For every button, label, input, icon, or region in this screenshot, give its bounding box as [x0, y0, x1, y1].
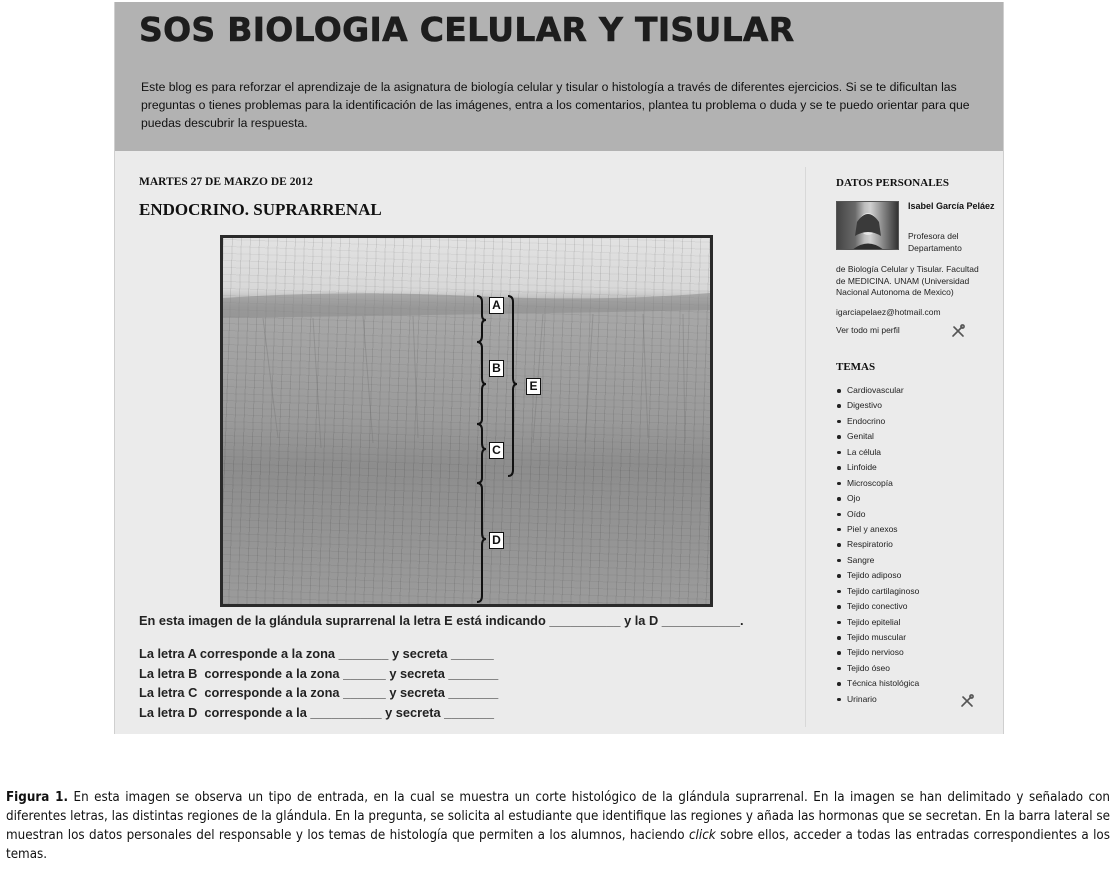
- topic-link[interactable]: Tejido adiposo: [836, 568, 919, 583]
- caption-text-end: sobre ellos, acceder a todas las entradas correspondientes a los temas.: [6, 828, 1110, 862]
- wrench-screwdriver-icon[interactable]: [951, 324, 965, 338]
- sidebar: [812, 151, 1002, 734]
- topic-link[interactable]: Tejido conectivo: [836, 599, 919, 614]
- topics-heading: TEMAS: [836, 361, 876, 373]
- topic-link[interactable]: Linfoide: [836, 460, 919, 475]
- label-b: B: [489, 360, 504, 377]
- blog-page: [114, 2, 1004, 734]
- topic-link[interactable]: Urinario: [836, 692, 919, 707]
- answer-line-d: La letra D corresponde a la __________ y secreta _______: [139, 705, 494, 720]
- topic-link[interactable]: Endocrino: [836, 414, 919, 429]
- topic-link[interactable]: Sangre: [836, 553, 919, 568]
- topic-link[interactable]: Cardiovascular: [836, 383, 919, 398]
- blog-description: Este blog es para reforzar el aprendizaje de la asignatura de biología celular y tisular o histología a través de diferentes ejercicios. Si se te dificultan las preguntas o tienes problemas para la identificación de las imágenes, entra a los comentarios, plantea tu problema o duda y se te puedo orientar para que puedas descubrir la respuesta.: [141, 80, 970, 130]
- caption-text: En esta imagen se observa un tipo de entrada, en la cual se muestra un corte histológico de la glándula suprarrenal. En la imagen se han delimitado y señalado con diferentes letras, las distintas regiones de la glándula. En la pregunta, se solicita al estudiante que identifique las regiones y añada las hormonas que se secretan. En la barra lateral se muestran los datos personales del responsable y los temas de histología que permiten a los alumnos, haciendo: [6, 790, 1110, 843]
- topic-link[interactable]: Tejido epitelial: [836, 615, 919, 630]
- topic-link[interactable]: Tejido muscular: [836, 630, 919, 645]
- figure-caption: [6, 788, 1110, 864]
- profile-name[interactable]: Isabel García Peláez: [908, 201, 995, 211]
- avatar[interactable]: [836, 201, 899, 250]
- topic-link[interactable]: Respiratorio: [836, 537, 919, 552]
- view-profile-link[interactable]: Ver todo mi perfil: [836, 325, 900, 335]
- topic-link[interactable]: Técnica histológica: [836, 676, 919, 691]
- blog-header: [115, 2, 1003, 151]
- topic-link[interactable]: Piel y anexos: [836, 522, 919, 537]
- topic-link[interactable]: Genital: [836, 429, 919, 444]
- label-c: C: [489, 442, 504, 459]
- profile-heading: DATOS PERSONALES: [836, 177, 949, 189]
- topic-link[interactable]: Digestivo: [836, 398, 919, 413]
- label-e: E: [526, 378, 541, 395]
- profile-description-continued: de Biología Celular y Tisular. Facultad de MEDICINA. UNAM (Universidad Nacional Autonoma de Mexico): [836, 264, 979, 297]
- post-column: [115, 151, 805, 734]
- topic-link[interactable]: Tejido óseo: [836, 661, 919, 676]
- topic-link[interactable]: Oído: [836, 507, 919, 522]
- region-brackets: [223, 238, 710, 604]
- topic-link[interactable]: La célula: [836, 445, 919, 460]
- label-d: D: [489, 532, 504, 549]
- wrench-screwdriver-icon[interactable]: [960, 694, 974, 708]
- caption-click-word: click: [688, 828, 716, 843]
- topic-link[interactable]: Ojo: [836, 491, 919, 506]
- blog-title[interactable]: SOS BIOLOGIA CELULAR Y TISULAR: [139, 10, 795, 49]
- answer-line-a: La letra A corresponde a la zona _______ y secreta ______: [139, 646, 494, 661]
- profile-description: Profesora del Departamento: [908, 231, 962, 253]
- topic-link[interactable]: Tejido cartilaginoso: [836, 584, 919, 599]
- histology-image: [220, 235, 713, 607]
- topics-list: [836, 383, 919, 707]
- answer-line-b: La letra B corresponde a la zona ______ y secreta _______: [139, 666, 499, 681]
- post-date: MARTES 27 DE MARZO DE 2012: [139, 176, 313, 188]
- profile-email: igarciapelaez@hotmail.com: [836, 307, 941, 317]
- topic-link[interactable]: Tejido nervioso: [836, 645, 919, 660]
- post-title[interactable]: ENDOCRINO. SUPRARRENAL: [139, 200, 382, 219]
- topic-link[interactable]: Microscopía: [836, 476, 919, 491]
- sidebar-divider: [805, 167, 806, 727]
- post-question: En esta imagen de la glándula suprarrenal la letra E está indicando __________ y la D ___________.: [139, 613, 744, 628]
- answer-line-c: La letra C corresponde a la zona ______ y secreta _______: [139, 685, 499, 700]
- caption-label: Figura 1.: [6, 790, 69, 805]
- label-a: A: [489, 297, 504, 314]
